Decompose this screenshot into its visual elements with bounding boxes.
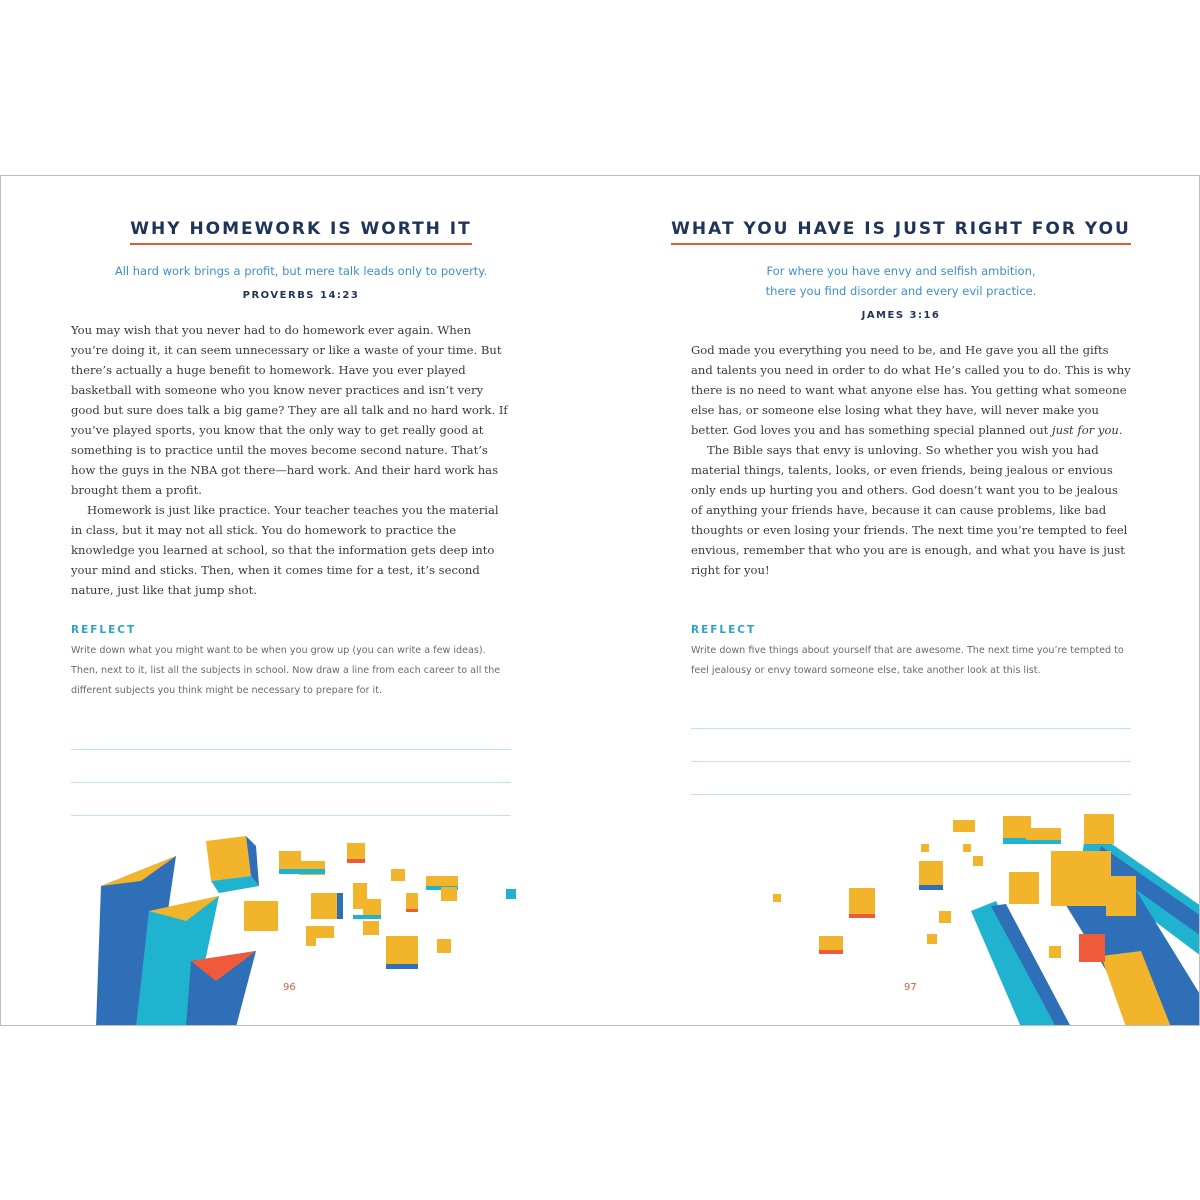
right-cube-illustration [601, 806, 1200, 1026]
cube [441, 887, 457, 901]
cube [963, 844, 971, 852]
cube-side [849, 914, 875, 918]
cube-side [919, 885, 943, 890]
cube [973, 856, 983, 866]
cube-side [819, 950, 843, 954]
right-page [601, 176, 1200, 1026]
cube [919, 861, 943, 885]
left-reflect-heading: REFLECT [71, 624, 137, 636]
left-verse-reference: PROVERBS 14:23 [242, 290, 360, 301]
cube [306, 926, 334, 938]
cube [849, 888, 875, 914]
cube-side [353, 915, 381, 919]
left-paragraph-2: Homework is just like practice. Your teacher teaches you the material in class, but it may not all stick. You do homework to practice the knowledge you learned at school, so that the information gets deep into your mind and sticks. Then, when it comes time for a test, it’s second nature, just like that jump shot. [71, 503, 499, 597]
writing-line[interactable] [71, 749, 511, 750]
right-verse-line-2: there you find disorder and every evil practice. [765, 284, 1037, 298]
cube [391, 869, 405, 881]
cube [426, 876, 458, 886]
cube [773, 894, 781, 902]
cube [363, 921, 379, 935]
cube [953, 820, 975, 832]
left-page-number: 96 [283, 982, 296, 993]
cube [311, 893, 337, 919]
writing-line[interactable] [71, 815, 511, 816]
cube [939, 911, 951, 923]
writing-line[interactable] [71, 782, 511, 783]
cube [921, 844, 929, 852]
cube-side [279, 869, 325, 874]
writing-line[interactable] [691, 794, 1131, 795]
cube-side [347, 859, 365, 863]
right-verse-line-1: For where you have envy and selfish ambition, [766, 264, 1036, 278]
cube [244, 901, 278, 931]
right-verse-reference: JAMES 3:16 [861, 310, 941, 321]
left-verse: All hard work brings a profit, but mere talk leads only to poverty. [114, 264, 488, 278]
cube [819, 936, 843, 950]
cube [347, 843, 365, 859]
cube [206, 836, 251, 881]
cube [406, 893, 418, 909]
cube [1049, 946, 1061, 958]
writing-line[interactable] [691, 761, 1131, 762]
right-reflect-heading: REFLECT [691, 624, 757, 636]
book-spread [0, 175, 1200, 1026]
writing-line[interactable] [691, 728, 1131, 729]
cube [1026, 828, 1061, 840]
left-page-title: WHY HOMEWORK IS WORTH IT [1, 219, 601, 245]
cube [306, 938, 316, 946]
right-page-title: WHAT YOU HAVE IS JUST RIGHT FOR YOU [601, 219, 1200, 245]
cube [1009, 872, 1039, 904]
cube [386, 936, 418, 964]
cube [363, 899, 381, 915]
left-cube-illustration [1, 821, 601, 1026]
cube [1079, 934, 1105, 962]
cube [1084, 814, 1114, 844]
cube-side [337, 893, 343, 919]
cube-side [406, 909, 418, 912]
right-page-number: 97 [904, 982, 917, 993]
right-paragraph-2: The Bible says that envy is unloving. So whether you wish you had material things, talents, looks, or even friends, being jealous or envious only ends up hurting you and others. God doesn’t want you to be jealous of anything your friends have, because it can cause problems, like bad thoughts or even losing your friends. The next time you’re tempted to feel envious, remember that who you are is enough, and what you have is just right for you! [691, 443, 1128, 577]
cube [1051, 851, 1111, 906]
right-body-text [691, 340, 1131, 580]
left-reflect-prompt: Write down what you might want to be when you grow up (you can write a few ideas). Then, next to it, list all the subjects in school. Now draw a line from each career to all the different subjects you think might be necessary to prepare for it. [71, 645, 501, 696]
left-page [1, 176, 601, 1026]
cube [279, 851, 301, 869]
cube [1106, 876, 1136, 916]
cube [437, 939, 451, 953]
right-paragraph-1: God made you everything you need to be, and He gave you all the gifts and talents you need in order to do what He’s called you to do. This is why there is no need to want what anyone else has. You getting what someone else has, or someone else losing what they have, will never make you better. God loves you and has something special planned out just for you. [691, 343, 1131, 437]
right-reflect-prompt: Write down five things about yourself that are awesome. The next time you’re tempted to feel jealousy or envy toward someone else, take another look at this list. [691, 645, 1124, 676]
left-body-text [71, 320, 511, 600]
cube [506, 889, 516, 899]
cube [927, 934, 937, 944]
cube-side [386, 964, 418, 969]
left-paragraph-1: You may wish that you never had to do homework ever again. When you’re doing it, it can seem unnecessary or like a waste of your time. But there’s actually a huge benefit to homework. Have you ever played basketball with someone who you know never practices and isn’t very good but sure does talk a big game? They are all talk and no hard work. If you’ve played sports, you know that the only way to get really good at something is to practice until the moves become second nature. That’s how the guys in the NBA got there—hard work. And their hard work has brought them a profit. [71, 323, 508, 497]
